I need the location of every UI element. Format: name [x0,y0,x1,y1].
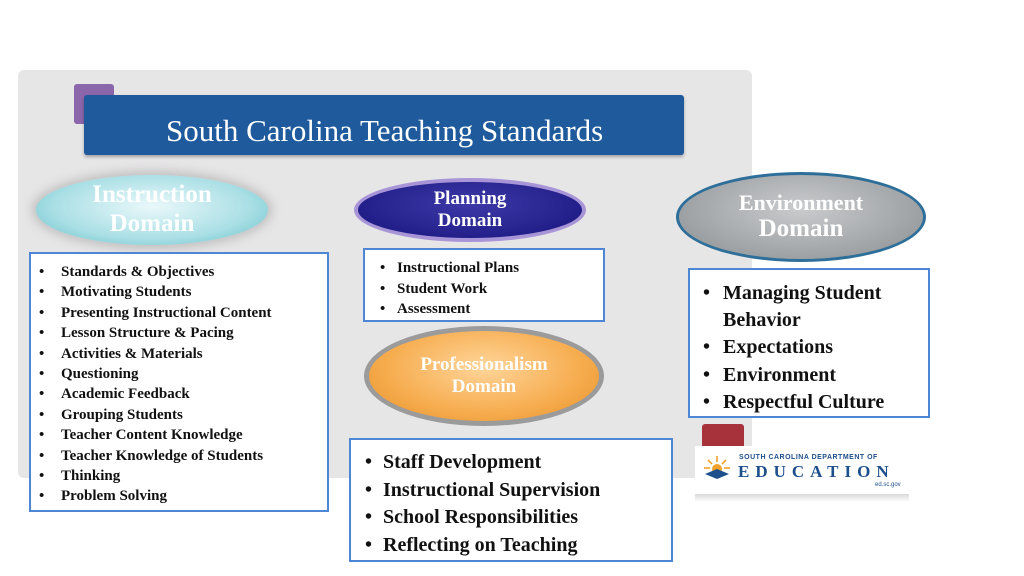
list-item: • School Responsibilities [383,504,671,532]
professionalism-list-box [349,438,673,562]
list-item: • Grouping Students [61,405,327,425]
logo-line-2: EDUCATION [738,462,895,481]
list-item: • Assessment [397,299,603,320]
environment-domain-label-2: Domain [758,215,844,243]
professionalism-domain-oval [364,326,604,426]
list-item: • Presenting Instructional Content [61,303,327,323]
list-item: • Reflecting on Teaching [383,532,671,560]
list-item: • Lesson Structure & Pacing [61,323,327,343]
list-item: • Problem Solving [61,486,327,506]
logo-line-1: SOUTH CAROLINA DEPARTMENT OF [739,454,878,461]
professionalism-list [383,449,671,559]
sc-department-of-education-logo [695,446,909,494]
instruction-domain-label-1: Instruction [92,181,212,209]
professionalism-domain-label-2: Domain [451,376,517,397]
instruction-domain-oval [36,175,268,245]
planning-domain-label-1: Planning [433,188,507,210]
list-item: • Expectations [723,334,928,361]
list-item: • Instructional Supervision [383,477,671,505]
environment-list-box [688,268,930,418]
list-item: • Questioning [61,364,327,384]
list-item: • Instructional Plans [397,258,603,279]
list-item: • Standards & Objectives [61,262,327,282]
environment-domain-label-1: Environment [738,189,864,215]
logo-line-3: ed.sc.gov [875,482,901,488]
planning-list-box [363,248,605,322]
list-item: • Teacher Knowledge of Students [61,446,327,466]
list-item: • Staff Development [383,449,671,477]
list-item: • Respectful Culture [723,389,928,416]
list-item: • Environment [723,362,928,389]
environment-domain-oval [676,172,926,262]
instruction-list-box [29,252,329,512]
instruction-domain-label-2: Domain [109,210,195,237]
page-title: South Carolina Teaching Standards [166,113,604,148]
list-item: • Managing Student Behavior [723,280,928,334]
planning-list [397,258,603,320]
list-item: • Academic Feedback [61,384,327,404]
instruction-list [61,262,327,507]
list-item: • Motivating Students [61,282,327,302]
sun-graduation-cap-icon [701,452,733,484]
list-item: • Teacher Content Knowledge [61,425,327,445]
environment-list [723,280,928,416]
professionalism-domain-label-1: Professionalism [420,354,548,376]
logo-shadow [695,494,909,502]
list-item: • Thinking [61,466,327,486]
planning-domain-oval [354,178,586,242]
list-item: • Student Work [397,279,603,300]
list-item: • Activities & Materials [61,344,327,364]
title-bar [84,95,684,155]
planning-domain-label-2: Domain [437,210,503,231]
